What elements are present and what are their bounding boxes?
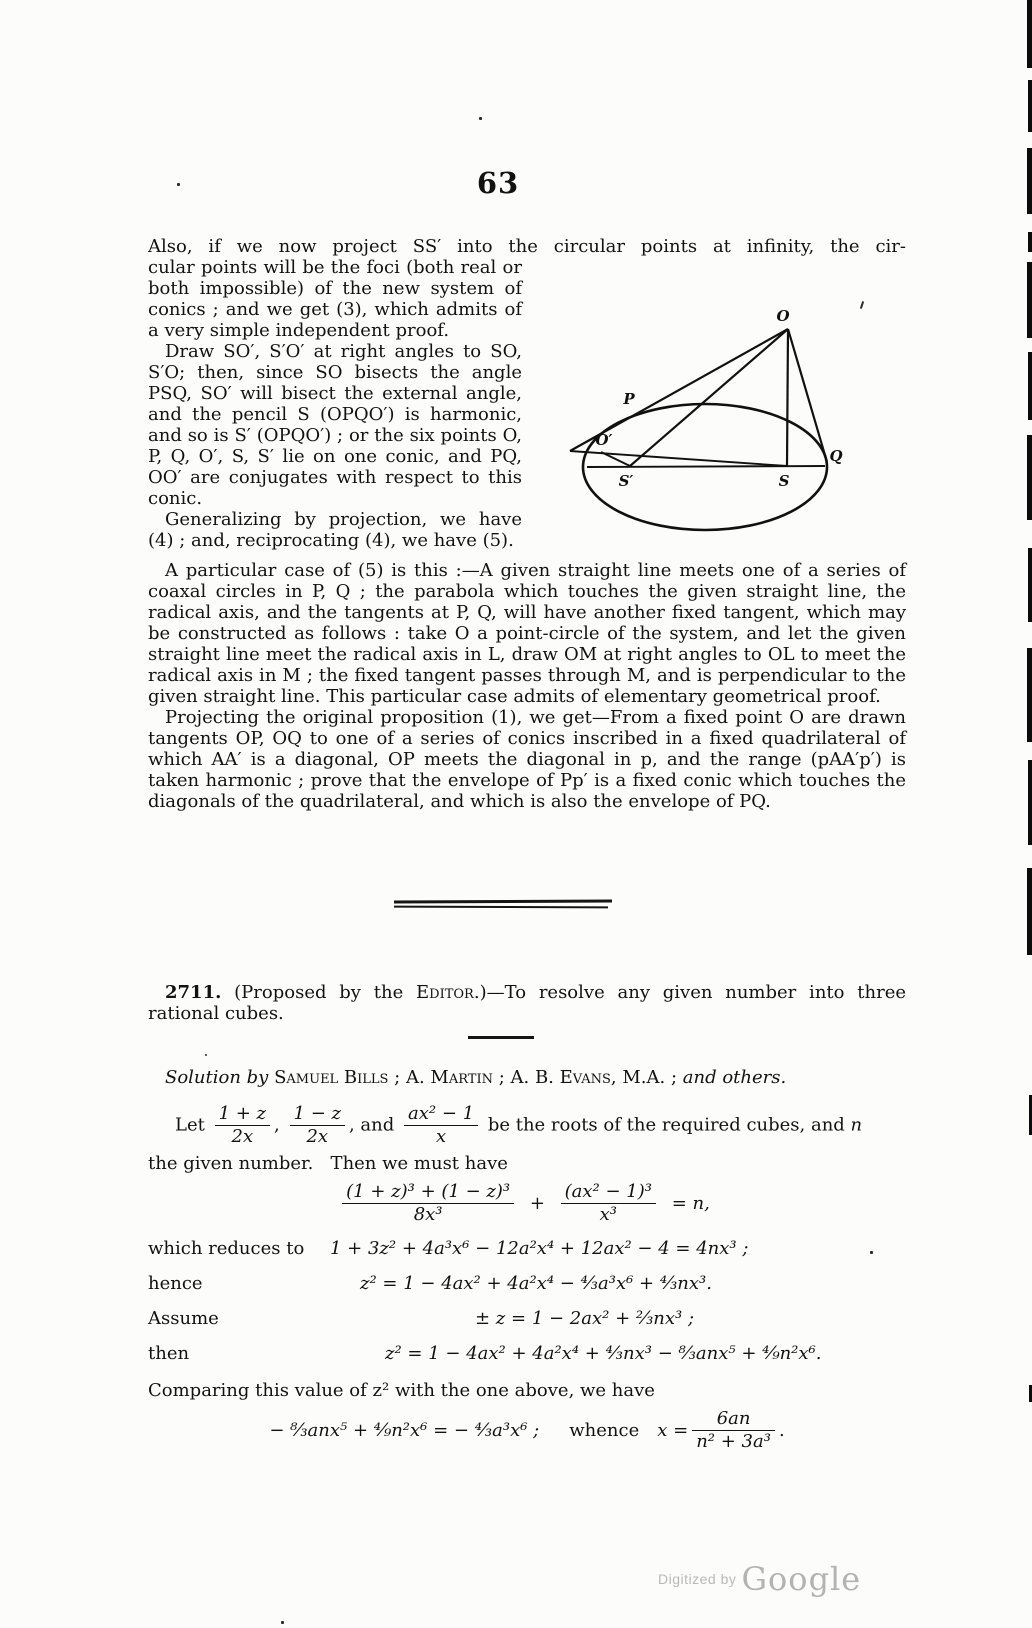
problem-text-before: (Proposed by the (221, 982, 417, 1003)
scan-speck (281, 1621, 284, 1624)
problem-proposer: Editor (416, 982, 474, 1003)
line-O-S (787, 329, 788, 466)
scan-speck (479, 117, 482, 120)
reduce-label: which reduces to (148, 1238, 305, 1259)
geometry-figure (534, 257, 906, 552)
main-text-column (148, 236, 906, 812)
final-lhs: − ⁸⁄₃anx⁵ + ⁴⁄₉n²x⁶ = − ⁴⁄₃a³x⁶ ; (269, 1420, 540, 1441)
label-P: P (623, 390, 635, 408)
then-equation: z² = 1 − 4ax² + 4a²x⁴ + ⁴⁄₃nx³ − ⁸⁄₃anx⁵ + ⁴⁄₉n²x⁶. (385, 1343, 822, 1364)
fraction-1: $\frac{1 + z}{2x}$ (215, 1104, 270, 1147)
scan-speck (205, 1054, 207, 1056)
problem-heading (148, 982, 906, 1024)
let-tail-text: be the roots of the required cubes, and (487, 1114, 851, 1136)
label-O-prime: O′ (595, 431, 613, 449)
line-chord-SprimeS (587, 466, 825, 467)
label-Q: Q (829, 447, 843, 465)
assume-equation: ± z = 1 − 2ax² + ²⁄₃nx³ ; (475, 1308, 695, 1329)
scan-speck (177, 183, 180, 186)
problem-section (148, 898, 906, 1452)
main-display-equation (148, 1182, 906, 1225)
label-S-prime: S′ (618, 472, 634, 490)
solver-name-2: A. Martin (405, 1067, 493, 1088)
equation-row-then (148, 1343, 906, 1365)
equation-row-reduce (148, 1238, 906, 1260)
solution-byline: Solution by Samuel Bills ; A. Martin ; A. B. Evans, M.A. ; and others. (165, 1067, 787, 1088)
given-number-line: the given number. Then we must have (148, 1153, 508, 1174)
final-equation-row (148, 1409, 906, 1452)
problem-text-after: .)—To resolve any given number into three rational cubes. (148, 982, 906, 1024)
line-O-Sprime (630, 329, 788, 466)
scan-edge-mark (1027, 262, 1032, 338)
scan-edge-mark (1028, 548, 1032, 622)
n-variable: n (850, 1114, 863, 1136)
scan-edge-mark (1027, 648, 1032, 742)
scan-edge-mark (1027, 148, 1032, 214)
reduce-equation: 1 + 3z² + 4a³x⁶ − 12a²x⁴ + 12ax² − 4 = 4nx³ ; (330, 1238, 749, 1259)
label-O: O (776, 307, 790, 325)
google-logo-text: Google (741, 1560, 862, 1598)
equals-n: = n, (671, 1192, 710, 1214)
display-fraction-1: $\frac{\text{(1 + z)³ + (1 − z)³}}{\text{8x³}}$ (342, 1182, 514, 1225)
let-roots-line: Let $\frac{1 + z}{2x}$ , $\frac{1 - z}{2x}$ , and $\frac{\text{ax² − 1}}{x}$ be the roots of the required cubes, and n (175, 1103, 863, 1147)
digitized-by-text: Digitized by (658, 1571, 737, 1587)
paragraph-1-rest: cular points will be the foci (both real or both impossible) of the new system of conics ; and we get (3), which admits of a very simple independent proof. (148, 257, 522, 341)
assume-label: Assume (148, 1308, 219, 1329)
then-label: then (148, 1343, 190, 1364)
line-O-Q (788, 329, 827, 462)
scan-speck (870, 1251, 873, 1254)
digitized-watermark (658, 1560, 861, 1598)
paragraph-1-first-line: Also, if we now project SS′ into the circular points at infinity, the cir- (148, 236, 906, 257)
scan-edge-mark (1027, 435, 1032, 520)
solver-name-1: Samuel Bills (274, 1067, 389, 1088)
final-period: . (778, 1420, 785, 1441)
scan-edge-mark (1028, 352, 1032, 420)
conic-diagram-svg (534, 271, 906, 533)
whence-word: whence (569, 1420, 640, 1441)
paragraph-4: A particular case of (5) is this :—A given straight line meets one of a series of coaxal circles in P, Q ; the parabola which touches the given straight line, the radical axis, and the tangents at P, Q, will have another fixed tangent, which may be constructed as follows : take O a point-circle of the system, and let the given straight line meet the radical axis in L, draw OM at right angles to OL to meet the radical axis in M ; the fixed tangent passes through M, and is perpendicular to the given straight line. This particular case admits of elementary geometrical proof. (148, 560, 906, 707)
fraction-2: $\frac{1 - z}{2x}$ (290, 1104, 345, 1147)
paragraph-3: Generalizing by projection, we have (4) ; and, reciprocating (4), we have (5). (148, 509, 522, 551)
let-word: Let (175, 1114, 205, 1136)
scan-edge-mark (1027, 0, 1032, 68)
section-divider-double-rule (394, 900, 612, 908)
equation-row-hence (148, 1273, 906, 1295)
paragraph-2: Draw SO′, S′O′ at right angles to SO, S′O; then, since SO bisects the angle PSQ, SO′ will bisect the external angle, and the pencil S (OPQO′) is harmonic, and so is S′ (OPQO′) ; or the six points O, P, Q, O′, S, S′ lie on one conic, and PQ, OO′ are conjugates with respect to this conic. (148, 341, 522, 509)
comparing-line: Comparing this value of z² with the one above, we have (148, 1380, 655, 1401)
solver-name-3: A. B. Evans, M.A. (510, 1067, 666, 1088)
equation-row-assume (148, 1308, 906, 1330)
x-equals: x = (657, 1420, 689, 1441)
plus-operator: + (529, 1192, 545, 1214)
hence-label: hence (148, 1273, 203, 1294)
hence-equation: z² = 1 − 4ax² + 4a²x⁴ − ⁴⁄₃a³x⁶ + ⁴⁄₃nx³. (360, 1273, 712, 1294)
final-fraction: $\frac{6an}{\text{n² + 3a³}}$ (692, 1409, 775, 1452)
problem-number: 2711. (165, 982, 222, 1003)
label-S: S (778, 472, 790, 490)
scan-edge-mark (1028, 760, 1032, 845)
problem-divider-short-rule (468, 1036, 534, 1039)
paragraph-5: Projecting the original proposition (1), we get—From a fixed point O are drawn tangents OP, OQ to one of a series of conics inscribed in a fixed quadrilateral of which AA′ is a diagonal, OP meets the diagonal in p, and the range (pAA′p′) is taken harmonic ; prove that the envelope of Pp′ is a fixed conic which touches the diagonals of the quadrilateral, and which is also the envelope of PQ. (148, 707, 906, 812)
scan-edge-mark (1028, 232, 1032, 252)
scan-edge-mark (1028, 80, 1032, 132)
scan-edge-mark (1027, 868, 1032, 955)
display-fraction-2: $\frac{\text{(ax² − 1)³}}{\text{x³}}$ (561, 1182, 656, 1225)
solution-by-label: Solution by (165, 1067, 275, 1088)
fraction-3: $\frac{\text{ax² − 1}}{x}$ (404, 1104, 478, 1147)
solver-others: and others. (682, 1067, 787, 1088)
page-number: 63 (476, 166, 520, 200)
